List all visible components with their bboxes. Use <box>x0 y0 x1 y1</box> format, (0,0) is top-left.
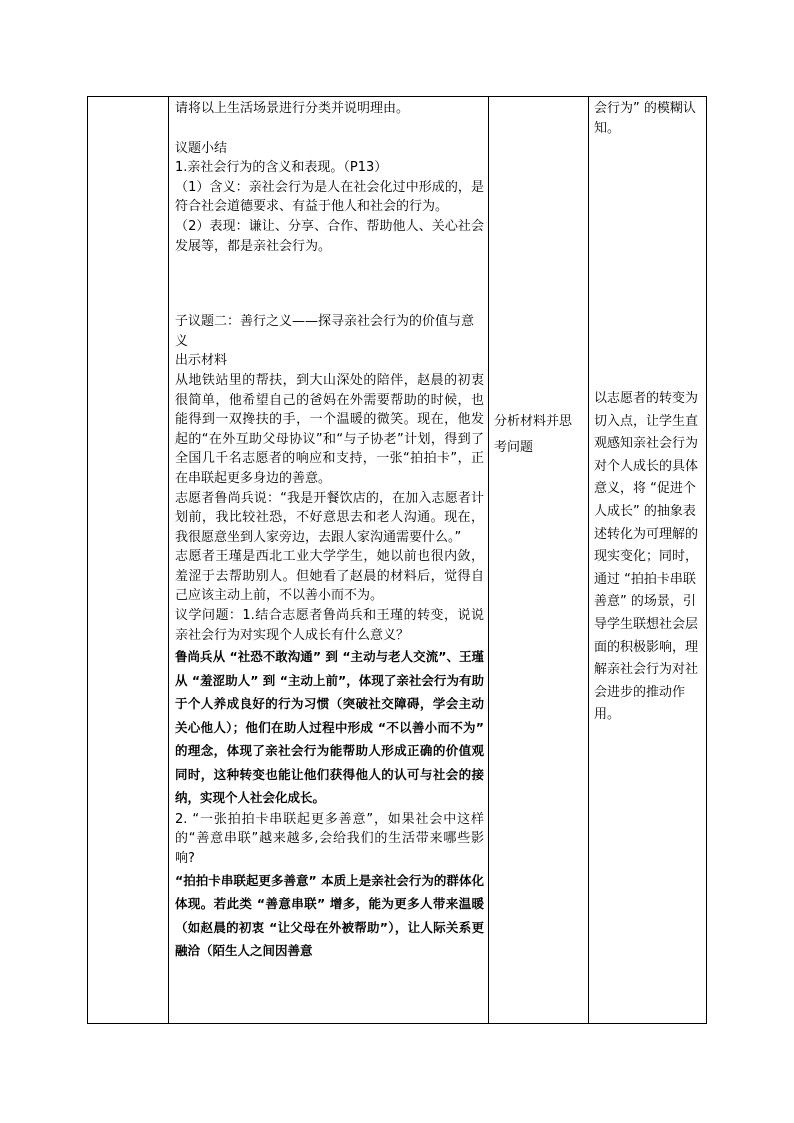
sub-topic-heading: 子议题二：善行之义——探寻亲社会行为的价值与意义 <box>175 314 475 349</box>
material-label: 出示材料 <box>175 353 228 369</box>
teaching-content-cell <box>172 99 486 963</box>
column-divider-3 <box>588 97 589 1023</box>
column-divider-2 <box>488 97 489 1023</box>
summary-point-2: （1）含义：亲社会行为是人在社会化过中形成的，是符合社会道德要求、有益于他人和社会的行为。 <box>175 179 484 215</box>
student-activity-text: 分析材料并思考问题 <box>494 414 573 455</box>
design-intent-top: 会行为” 的模糊认知。 <box>594 101 696 136</box>
material-paragraph-1: 从地铁站里的帮扶，到大山深处的陪伴，赵晨的初衷很简单，他希望自己的爸妈在外需要帮助的时候，也能得到一双搀扶的手，一个温暖的微笑。现在，他发起的“在外互助父母协议”和“与子协老”计划，得到了全国几千名志愿者的响应和支持，一张“拍拍卡”，正在串联起更多身边的善意。 <box>175 372 484 486</box>
answer-2: “拍拍卡串联起更多善意” 本质上是亲社会行为的群体化体现。若此类 “善意串联” 增多，能为更多人带来温暖（如赵晨的初衷 “让父母在外被帮助”），让人际关系更融洽（陌生人之间因善意 <box>175 872 484 959</box>
material-paragraph-3: 志愿者王瑾是西北工业大学学生，她以前也很内敛，羞涩于去帮助别人。但她看了赵晨的材料后，觉得自己应该主动上前，不以善小而不为。 <box>175 549 484 604</box>
answer-1: 鲁尚兵从 “社恐不敢沟通” 到 “主动与老人交流”、王瑾从 “羞涩助人” 到 “主动上前”，体现了亲社会行为有助于个人养成良好的行为习惯（突破社交障碍，学会主动关心他人）；他们在助人过程中形成 “不以善小而不为” 的理念，体现了亲社会行为能帮助人形成正确的价值观 同时，这种转变也能让他们获得他人的认可与社会的接纳，实现个人社会化成长。 <box>175 649 484 806</box>
question-2: 2. “一张拍拍卡串联起更多善意”，如果社会中这样的“善意串联”越来越多,会给我们的生活带来哪些影响? <box>175 811 484 866</box>
summary-point-3: （2）表现：谦让、分享、合作、帮助他人、关心社会发展等，都是亲社会行为。 <box>175 218 484 254</box>
question-1: 议学问题：1.结合志愿者鲁尚兵和王瑾的转变，说说亲社会行为对实现个人成长有什么意义？ <box>175 608 484 643</box>
summary-point-1: 1.亲社会行为的含义和表现。（P13） <box>175 160 388 176</box>
summary-title: 议题小结 <box>175 140 228 156</box>
column-divider-1 <box>168 97 169 1023</box>
student-activity-cell <box>491 409 587 461</box>
lesson-plan-table <box>87 96 707 1024</box>
design-intent-cell <box>591 99 707 723</box>
intro-text: 请将以上生活场景进行分类并说明理由。 <box>175 101 410 116</box>
material-paragraph-2: 志愿者鲁尚兵说：“我是开餐饮店的，在加入志愿者计划前，我比较社恐，不好意思去和老人沟通。现在，我很愿意坐到人家旁边，去跟人家沟通需要什么。” <box>175 490 484 545</box>
design-intent-text: 以志愿者的转变为切入点，让学生直观感知亲社会行为对个人成长的具体意义，将 “促进个人成长” 的抽象表述转化为可理解的现实变化；同时，通过 “拍拍卡串联善意” 的场景，引导学生联想社会层面的积极影响，理解亲社会行为对社会进步的推动作用。 <box>594 391 699 723</box>
